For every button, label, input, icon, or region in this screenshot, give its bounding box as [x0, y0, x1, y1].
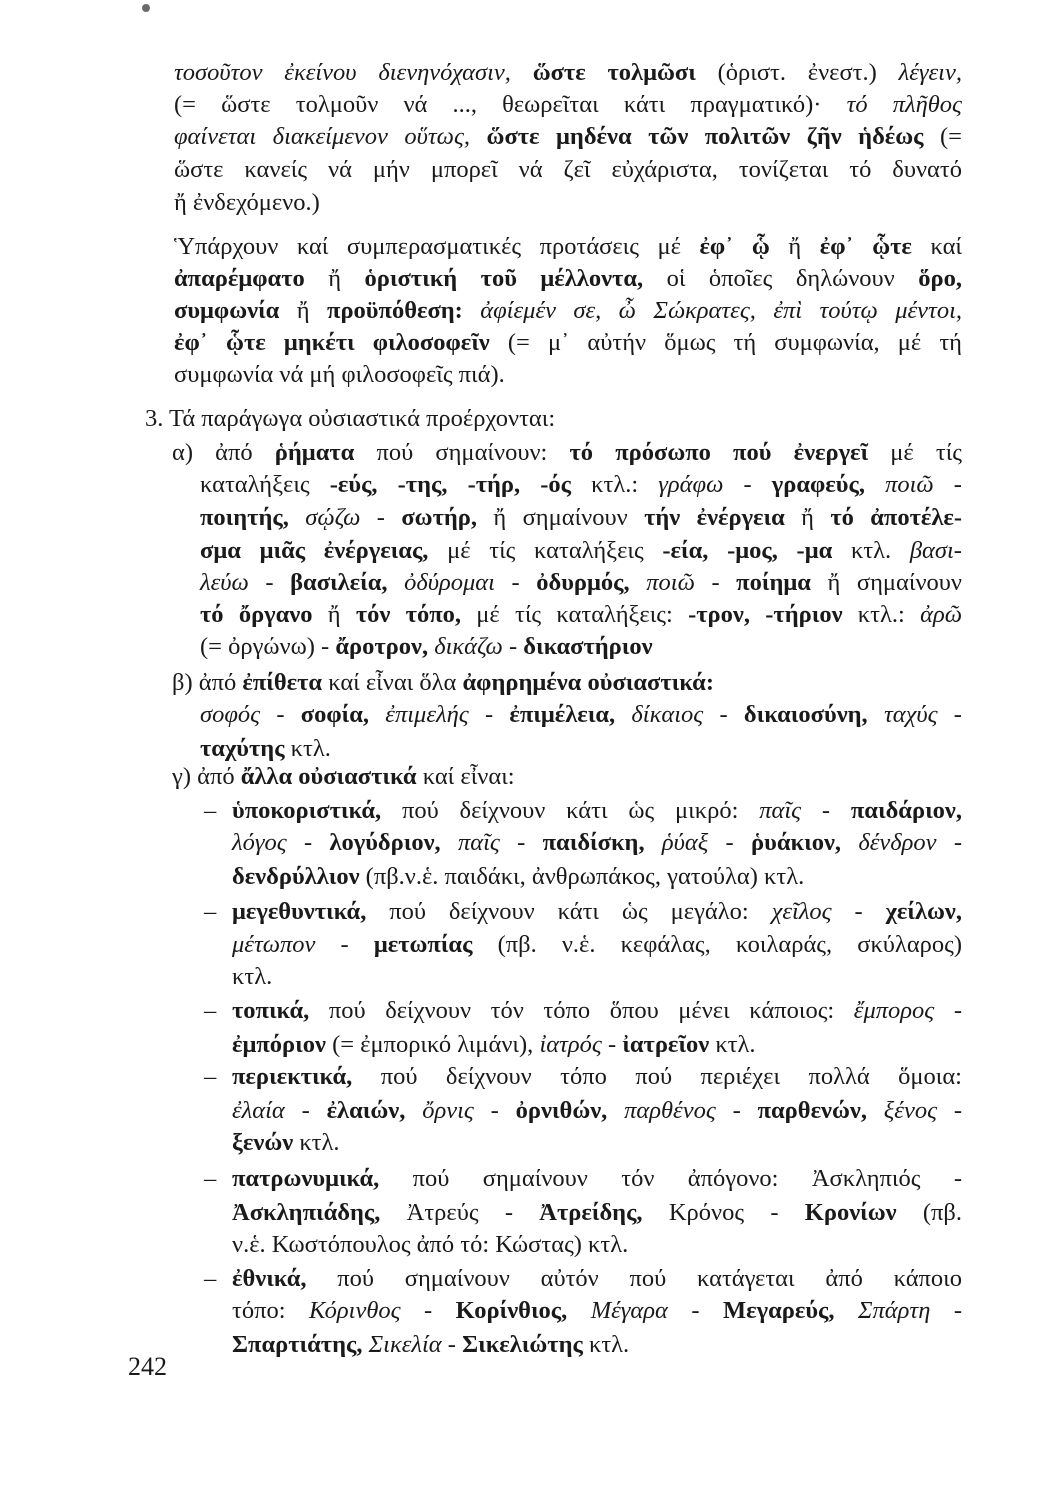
- bold-text: -τρον, -τήριον: [688, 601, 843, 628]
- plain-text: [645, 829, 662, 856]
- plain-text: μέ τίς: [868, 439, 963, 466]
- italic-text: ποιῶ: [885, 471, 934, 498]
- plain-text: [835, 1297, 858, 1324]
- plain-text: β) ἀπό: [172, 669, 243, 696]
- plain-text: κτλ.: [832, 537, 910, 564]
- plain-text: κτλ.:: [571, 471, 659, 498]
- bold-text: ὅρο,: [918, 265, 962, 292]
- plain-text: ἤ: [304, 265, 365, 292]
- bold-text: παιδάριον,: [850, 797, 962, 824]
- plain-text: -: [494, 569, 537, 596]
- plain-text: συμφωνία νά μή φιλοσοφεῖς πιά).: [174, 361, 505, 388]
- text-line: [232, 897, 962, 927]
- text-line: [172, 762, 515, 792]
- italic-text: ἐπιμελής: [385, 701, 469, 728]
- italic-text: ὀδύρομαι: [404, 569, 495, 596]
- plain-text: (πβ. ν.ἑ. κεφάλας, κοιλαράς, σκύλαρος): [472, 931, 962, 958]
- italic-text: ἰατρός: [539, 1031, 602, 1058]
- text-line: [232, 1330, 629, 1360]
- bold-text: πατρωνυμικά,: [232, 1165, 380, 1192]
- italic-text: λεύω: [200, 569, 249, 596]
- italic-text: Σπάρτη: [857, 1297, 931, 1324]
- text-line: [174, 90, 962, 120]
- plain-text: Κρόνος -: [642, 1199, 805, 1226]
- plain-text: [289, 504, 305, 531]
- bold-text: Κρονίων: [804, 1199, 897, 1226]
- plain-text: κτλ.:: [842, 601, 921, 628]
- bold-text: Σικελιώτης: [462, 1331, 583, 1358]
- text-line: [232, 1264, 962, 1294]
- plain-text: [630, 569, 647, 596]
- italic-text: παῖς: [759, 797, 802, 824]
- italic-text: ὄρνις: [422, 1097, 474, 1124]
- bold-text: ἐφ᾽ ᾧτε: [819, 233, 912, 260]
- italic-text: ῥύαξ: [661, 829, 709, 856]
- plain-text: ἤ: [784, 504, 831, 531]
- text-line: [232, 1230, 628, 1260]
- bold-text: ὥστε μηδένα τῶν πολιτῶν ζῆν ἡδέως: [486, 123, 924, 150]
- plain-text: [369, 701, 385, 728]
- plain-text: (=: [923, 123, 963, 150]
- italic-text: λόγος: [232, 829, 287, 856]
- bold-text: σοφία,: [300, 701, 370, 728]
- list-dash: –: [204, 797, 217, 824]
- italic-text: ποιῶ: [646, 569, 695, 596]
- plain-text: ἤ: [279, 297, 328, 324]
- bold-text: τό πρόσωπο πού ἐνεργεῖ: [569, 439, 869, 466]
- plain-text: γ) ἀπό: [172, 763, 241, 790]
- plain-text: -: [937, 701, 962, 728]
- text-line: [174, 232, 962, 262]
- plain-text: -: [400, 1297, 456, 1324]
- text-line: [200, 600, 962, 630]
- italic-text: μέτωπον: [232, 931, 316, 958]
- plain-text: (= ὥστε τολμοῦν νά ..., θεωρεῖται κάτι πραγματικό)·: [174, 91, 847, 118]
- plain-text: -: [930, 1297, 962, 1324]
- bold-text: τό ἀποτέλε-: [830, 504, 963, 531]
- plain-text: μέ τίς καταλήξεις:: [461, 601, 689, 628]
- italic-text: ἔμπορος: [853, 997, 935, 1024]
- bold-text: ἄροτρον,: [335, 633, 429, 660]
- plain-text: (= μ᾽ αὐτήν ὅμως τή συμφωνία, μέ τή: [489, 329, 962, 356]
- bold-text: ἐφ᾽ ᾧτε μηκέτι φιλοσοφεῖν: [174, 329, 490, 356]
- plain-text: -: [694, 569, 737, 596]
- bold-text: δικαιοσύνη,: [743, 701, 868, 728]
- plain-text: -: [934, 997, 962, 1024]
- text-line: [232, 1096, 962, 1126]
- italic-text: παῖς: [457, 829, 500, 856]
- plain-text: πού δείχνουν κάτι ὡς μικρό:: [381, 797, 760, 824]
- list-dash: –: [204, 1063, 217, 1090]
- plain-text: -: [933, 471, 962, 498]
- text-line: [232, 862, 804, 892]
- italic-text: φαίνεται διακείμενον οὕτως,: [174, 123, 487, 150]
- text-line: [232, 962, 272, 992]
- italic-text: λέγειν,: [898, 59, 962, 86]
- page-number: 242: [128, 1352, 167, 1381]
- text-line: [232, 1198, 962, 1228]
- plain-text: κτλ.: [232, 963, 273, 990]
- italic-text: ἐλαία: [232, 1097, 285, 1124]
- bold-text: προϋπόθεση:: [327, 297, 463, 324]
- italic-text: ξένος: [883, 1097, 938, 1124]
- plain-text: Ὑπάρχουν καί συμπερασματικές προτάσεις μέ: [174, 233, 700, 260]
- plain-text: [867, 1097, 884, 1124]
- italic-text: δένδρον: [858, 829, 937, 856]
- plain-text: κτλ.: [709, 1031, 756, 1058]
- bold-text: τόν τόπο,: [355, 601, 461, 628]
- plain-text: [388, 569, 405, 596]
- italic-text: Σικελία: [368, 1331, 442, 1358]
- italic-text: παρθένος: [624, 1097, 716, 1124]
- plain-text: -: [473, 1097, 516, 1124]
- bold-text: ὀρνιθών,: [515, 1097, 608, 1124]
- text-line: [174, 155, 962, 185]
- plain-text: -: [315, 931, 374, 958]
- plain-text: -: [715, 1097, 758, 1124]
- bold-text: ποιητής,: [200, 504, 289, 531]
- plain-text: ἤ: [769, 233, 820, 260]
- bold-text: ποίημα: [736, 569, 811, 596]
- text-line: [200, 503, 962, 533]
- list-dash: –: [204, 1265, 217, 1292]
- list-dash: –: [204, 898, 217, 925]
- plain-text: [615, 701, 631, 728]
- bold-text: συμφωνία: [174, 297, 280, 324]
- bold-text: παρθενών,: [757, 1097, 867, 1124]
- text-line: [232, 1164, 962, 1194]
- text-line: [145, 404, 555, 434]
- italic-text: ταχύς: [883, 701, 938, 728]
- list-dash: –: [204, 1165, 217, 1192]
- bold-text: ἀφηρημένα οὐσιαστικά:: [462, 669, 714, 696]
- list-dash: –: [204, 997, 217, 1024]
- italic-text: Μέγαρα: [590, 1297, 668, 1324]
- italic-text: χεῖλος: [771, 898, 832, 925]
- bold-text: τό ὄργανο: [200, 601, 313, 628]
- plain-text: (πβ.: [896, 1199, 963, 1226]
- text-line: [200, 734, 331, 764]
- text-line: [232, 1128, 340, 1158]
- plain-text: πού δείχνουν τόν τόπο ὅπου μένει κάποιος:: [309, 997, 854, 1024]
- plain-text: καί εἶναι ὅλα: [322, 669, 463, 696]
- bold-text: μεγεθυντικά,: [232, 898, 367, 925]
- bold-text: δενδρύλλιον: [232, 863, 360, 890]
- plain-text: (πβ.ν.ἑ. παιδάκι, ἀνθρωπάκος, γατούλα) κτλ.: [359, 863, 805, 890]
- plain-text: [405, 1097, 422, 1124]
- plain-text: -: [937, 1097, 962, 1124]
- bold-text: λογύδριον,: [329, 829, 441, 856]
- italic-text: δίκαιος: [631, 701, 704, 728]
- plain-text: πού δείχνουν τόπο πού περιέχει πολλά ὅμοια:: [352, 1063, 962, 1090]
- bold-text: ἐλαιών,: [326, 1097, 406, 1124]
- plain-text: ἤ σημαίνουν: [477, 504, 645, 531]
- plain-text: ἤ σημαίνουν: [810, 569, 962, 596]
- text-line: [200, 470, 962, 500]
- bold-text: Ἀσκληπιάδης,: [232, 1199, 381, 1226]
- bold-text: ῥήματα: [274, 439, 355, 466]
- plain-text: ν.ἑ. Κωστόπουλος ἀπό τό: Κώστας) κτλ.: [232, 1231, 629, 1258]
- text-line: [232, 1030, 756, 1060]
- bold-text: ἀπαρέμφατο: [174, 265, 305, 292]
- plain-text: -: [260, 701, 301, 728]
- plain-text: κτλ.: [582, 1331, 630, 1358]
- plain-text: -: [801, 797, 851, 824]
- plain-text: κτλ.: [293, 1129, 340, 1156]
- italic-text: ἀρῶ: [920, 601, 963, 628]
- bold-text: -εία, -μος, -μα: [662, 537, 833, 564]
- bold-text: βασιλεία,: [290, 569, 388, 596]
- plain-text: 3. Τά παράγωγα οὐσιαστικά προέρχονται:: [145, 405, 556, 432]
- text-line: [174, 58, 962, 88]
- text-line: [174, 188, 320, 218]
- plain-text: [865, 471, 885, 498]
- plain-text: τόπο:: [232, 1297, 309, 1324]
- text-line: [174, 360, 505, 390]
- plain-text: -: [499, 829, 543, 856]
- plain-text: [841, 829, 858, 856]
- plain-text: -: [360, 504, 402, 531]
- italic-text: τό πλῆθος: [846, 91, 962, 118]
- bold-text: ὥστε τολμῶσι: [532, 59, 696, 86]
- text-line: [232, 796, 962, 826]
- plain-text: πού σημαίνουν:: [354, 439, 570, 466]
- plain-text: ἤ: [312, 601, 356, 628]
- text-line: [174, 264, 962, 294]
- text-line: [174, 328, 962, 358]
- bold-text: χείλων,: [885, 898, 962, 925]
- italic-text: Κόρινθος: [309, 1297, 401, 1324]
- bold-text: ταχύτης: [200, 735, 285, 762]
- bold-text: ὀδυρμός,: [536, 569, 630, 596]
- bold-text: ἐπίθετα: [242, 669, 323, 696]
- italic-text: ἀφίεμέν σε, ὦ Σώκρατες, ἐπὶ τούτῳ μέντοι,: [480, 297, 963, 324]
- bold-text: ὑποκοριστικά,: [232, 797, 382, 824]
- text-line: [232, 1296, 962, 1326]
- text-line: [200, 536, 962, 566]
- plain-text: -: [248, 569, 291, 596]
- bold-text: τήν ἐνέργεια: [644, 504, 785, 531]
- text-line: [232, 996, 962, 1026]
- plain-text: πού δείχνουν κάτι ὡς μεγάλο:: [366, 898, 772, 925]
- bold-text: μετωπίας: [373, 931, 473, 958]
- bold-text: γραφεύς,: [771, 471, 865, 498]
- plain-text: [607, 1097, 624, 1124]
- plain-text: καί: [911, 233, 962, 260]
- plain-text: -: [831, 898, 886, 925]
- plain-text: (= ὀργώνω) -: [200, 633, 336, 660]
- bold-text: Κορίνθιος,: [455, 1297, 568, 1324]
- plain-text: -: [284, 1097, 327, 1124]
- plain-text: -: [601, 1031, 623, 1058]
- plain-text: -: [708, 829, 752, 856]
- bold-text: ἐμπόριον: [232, 1031, 326, 1058]
- text-line: [200, 568, 962, 598]
- text-line: [172, 668, 714, 698]
- plain-text: πού σημαίνουν τόν ἀπόγονο: Ἀσκληπιός -: [379, 1165, 962, 1192]
- plain-text: κτλ.: [284, 735, 331, 762]
- bold-text: ἰατρεῖον: [622, 1031, 710, 1058]
- plain-text: μέ τίς καταλήξεις: [428, 537, 663, 564]
- italic-text: γράφω: [658, 471, 724, 498]
- plain-text: -: [441, 1331, 463, 1358]
- plain-text: καταλήξεις: [200, 471, 330, 498]
- bold-text: δικαστήριον: [523, 633, 653, 660]
- plain-text: [868, 701, 884, 728]
- bold-text: ῥυάκιον,: [751, 829, 842, 856]
- text-line: [174, 122, 962, 152]
- bold-text: ἄλλα οὐσιαστικά: [240, 763, 417, 790]
- plain-text: [567, 1297, 590, 1324]
- text-line: [174, 296, 962, 326]
- plain-text: -: [723, 471, 772, 498]
- plain-text: πού σημαίνουν αὐτόν πού κατάγεται ἀπό κάποιο: [306, 1265, 962, 1292]
- plain-text: (ὁριστ. ἐνεστ.): [695, 59, 899, 86]
- plain-text: [463, 297, 480, 324]
- italic-text: σῴζω: [305, 504, 361, 531]
- italic-text: σοφός: [200, 701, 261, 728]
- italic-text: τοσοῦτον ἐκείνου διενηνόχασιν,: [174, 59, 533, 86]
- plain-text: α) ἀπό: [172, 439, 275, 466]
- plain-text: ὥστε κανείς νά μήν μπορεῖ νά ζεῖ εὐχάριστα, τονίζεται τό δυνατό: [174, 156, 962, 183]
- plain-text: -: [936, 829, 962, 856]
- plain-text: Ἀτρεύς -: [380, 1199, 540, 1226]
- bold-text: παιδίσκη,: [542, 829, 645, 856]
- bold-text: περιεκτικά,: [232, 1063, 353, 1090]
- bold-text: Σπαρτιάτης,: [232, 1331, 363, 1358]
- text-line: [232, 1062, 962, 1092]
- bold-text: Ἀτρείδης,: [539, 1199, 643, 1226]
- plain-text: -: [703, 701, 744, 728]
- text-line: [232, 930, 962, 960]
- text-line: [172, 438, 962, 468]
- bold-text: ὁριστική τοῦ μέλλοντα,: [364, 265, 644, 292]
- text-line: [232, 828, 962, 858]
- plain-text: καί εἶναι:: [416, 763, 515, 790]
- bold-text: τοπικά,: [232, 997, 310, 1024]
- plain-text: οἱ ὁποῖες δηλώνουν: [643, 265, 919, 292]
- bold-text: Μεγαρεύς,: [723, 1297, 835, 1324]
- bold-text: σμα μιᾶς ἐνέργειας,: [200, 537, 429, 564]
- text-line: [200, 632, 653, 662]
- text-line: [200, 700, 962, 730]
- bold-text: ξενών: [232, 1129, 294, 1156]
- bold-text: ἐπιμέλεια,: [509, 701, 616, 728]
- plain-text: -: [286, 829, 330, 856]
- italic-text: δικάζω: [434, 633, 503, 660]
- bold-text: ἐθνικά,: [232, 1265, 307, 1292]
- plain-text: -: [667, 1297, 724, 1324]
- plain-text: [441, 829, 458, 856]
- italic-text: βασι-: [909, 537, 962, 564]
- bold-text: -εύς, -της, -τήρ, -ός: [329, 471, 572, 498]
- plain-text: -: [468, 701, 510, 728]
- plain-text: (= ἐμπορικό λιμάνι),: [325, 1031, 540, 1058]
- plain-text: ἤ ἐνδεχόμενο.): [174, 189, 320, 216]
- bold-text: σωτήρ,: [401, 504, 478, 531]
- plain-text: -: [502, 633, 524, 660]
- bold-text: ἐφ᾽ ᾧ: [699, 233, 770, 260]
